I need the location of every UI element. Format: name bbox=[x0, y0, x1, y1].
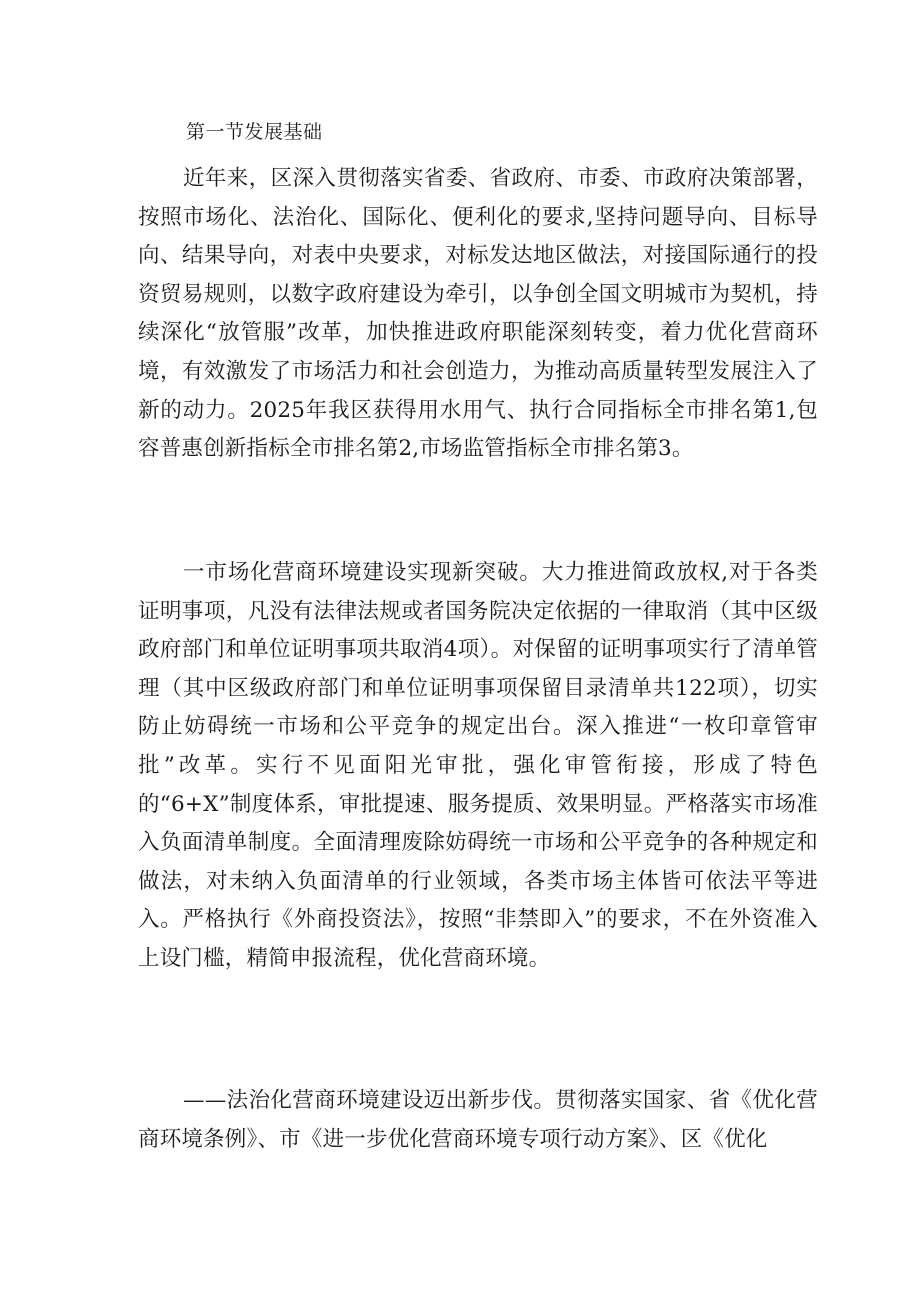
paragraph-development-overview: 近年来，区深入贯彻落实省委、省政府、市委、市政府决策部署，按照市场化、法治化、国际化、便利化的要求,坚持问题导向、目标导向、结果导向，对表中央要求，对标发达地区做法，对接国际通行的投资贸易规则，以数字政府建设为牵引，以争创全国文明城市为契机，持续深化“放管服”改革，加快推进政府职能深刻转变，着力优化营商环境，有效激发了市场活力和社会创造力，为推动高质量转型发展注入了新的动力。2025年我区获得用水用气、执行合同指标全市排名第1,包容普惠创新指标全市排名第2,市场监管指标全市排名第3。 bbox=[138, 166, 818, 462]
paragraph-legal-environment: ——法治化营商环境建设迈出新步伐。贯彻落实国家、省《优化营商环境条例》、市《进一步优化营商环境专项行动方案》、区《优化 bbox=[138, 1088, 818, 1152]
paragraph-market-environment: 一市场化营商环境建设实现新突破。大力推进简政放权,对于各类证明事项，凡没有法律法规或者国务院决定依据的一律取消（其中区级政府部门和单位证明事项共取消4项）。对保留的证明事项实行了清单管理（其中区级政府部门和单位证明事项保留目录清单共122项），切实防止妨碍统一市场和公平竞争的规定出台。深入推进“一枚印章管审批”改革。实行不见面阳光审批，强化审管衔接，形成了特色的“6+X”制度体系，审批提速、服务提质、效果明显。严格落实市场准入负面清单制度。全面清理废除妨碍统一市场和公平竞争的各种规定和做法，对未纳入负面清单的行业领域，各类市场主体皆可依法平等进入。严格执行《外商投资法》，按照“非禁即入”的要求，不在外资准入上设门槛，精简申报流程，优化营商环境。 bbox=[138, 560, 818, 971]
section-title: 第一节发展基础 bbox=[186, 121, 323, 143]
